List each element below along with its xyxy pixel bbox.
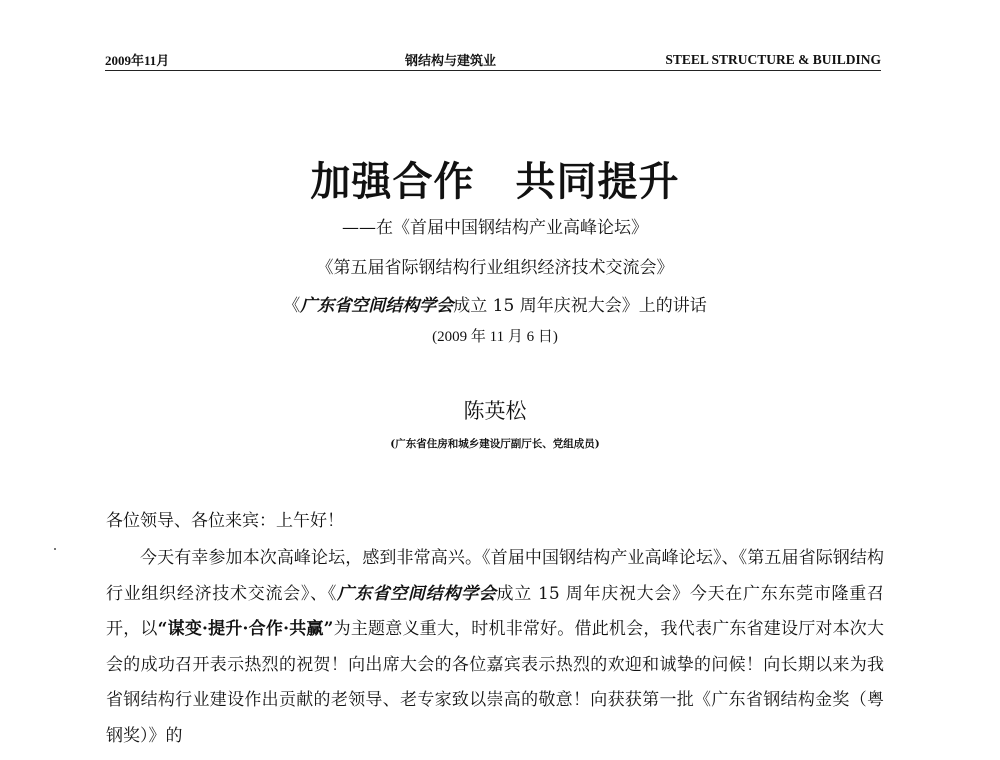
greeting: 各位领导、各位来宾：上午好！ xyxy=(106,511,344,531)
subtitle-line-3 xyxy=(0,291,990,316)
body-paragraph xyxy=(106,541,884,754)
subtitle-line-1: ——在《首届中国钢结构产业高峰论坛》 xyxy=(342,218,648,238)
body-text-a: 今天有幸参加本次高峰论坛，感到非常高兴。《首届中国钢结构产业高峰论坛》、《第五届省际钢结构行业组织经济技术交流会》、《 xyxy=(106,548,884,604)
body-org-name: 广东省空间结构学会 xyxy=(337,583,497,604)
body-theme: “谋变·提升·合作·共赢” xyxy=(157,619,334,639)
article-title: 加强合作 共同提升 xyxy=(310,159,680,205)
author-affiliation: (广东省住房和城乡建设厅副厅长、党组成员) xyxy=(390,438,600,450)
subtitle-line-3-open: 《 xyxy=(283,296,301,316)
body-text-b: 成立 15 周年庆祝大会》今天在广东东莞市隆重召开，以 xyxy=(106,583,884,639)
scan-speck xyxy=(54,548,56,550)
header-journal-en: STEEL STRUCTURE & BUILDING xyxy=(665,52,881,67)
speech-date: (2009 年 11 月 6 日) xyxy=(432,329,558,345)
subtitle-line-3-org: 广东省空间结构学会 xyxy=(300,296,454,316)
subtitle-line-2: 《第五届省际钢结构行业组织经济技术交流会》 xyxy=(316,258,674,278)
author-name: 陈英松 xyxy=(463,399,527,423)
header-date: 2009年11月 xyxy=(105,53,170,68)
header-journal-cn: 钢结构与建筑业 xyxy=(405,54,497,69)
body-text-c: 为主题意义重大，时机非常好。借此机会，我代表广东省建设厅对本次大会的成功召开表示热烈的祝贺！向出席大会的各位嘉宾表示热烈的欢迎和诚挚的问候！向长期以来为我省钢结构行业建设作出贡献的老领导、老专家致以崇高的敬意！向获获第一批《广东省钢结构金奖（粤钢奖）》的 xyxy=(106,619,885,746)
running-header xyxy=(105,48,881,71)
subtitle-line-3-rest: 成立 15 周年庆祝大会》上的讲话 xyxy=(453,296,707,316)
